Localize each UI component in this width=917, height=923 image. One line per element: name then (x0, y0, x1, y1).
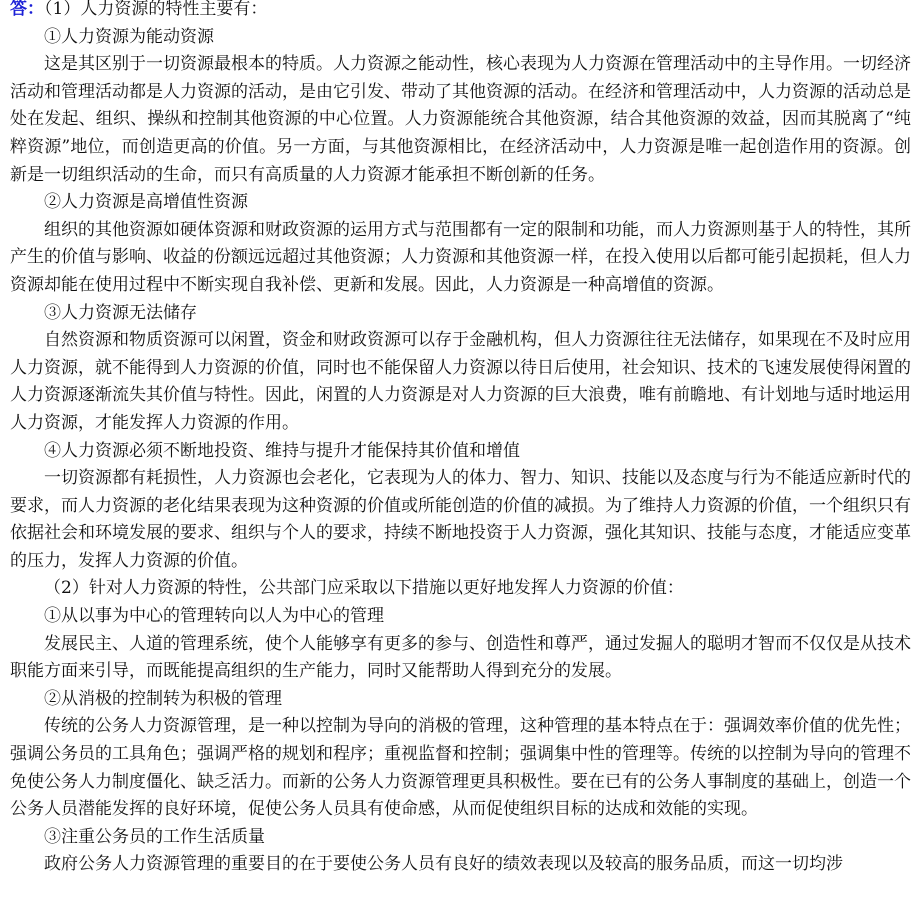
measure-3-body: 政府公务人力资源管理的重要目的在于要使公务人员有良好的绩效表现以及较高的服务品质，而这一切均涉 (44, 854, 843, 875)
measure-1-heading: ①从以事为中心的管理转向以人为中心的管理 (44, 606, 384, 627)
measure-1-body: 发展民主、人道的管理系统，使个人能够享有更多的参与、创造性和尊严，通过发掘人的聪明才智而不仅仅是从技术职能方面来引导，而既能提高组织的生产能力，同时又能帮助人得到充分的发展。 (10, 633, 911, 682)
part2-intro: （2）针对人力资源的特性，公共部门应采取以下措施以更好地发挥人力资源的价值： (44, 578, 684, 599)
section-4-heading: ④人力资源必须不断地投资、维持与提升才能保持其价值和增值 (44, 440, 520, 461)
section-3-heading: ③人力资源无法储存 (44, 302, 197, 323)
measure-2-heading: ②从消极的控制转为积极的管理 (44, 688, 282, 709)
part1-intro: （1）人力资源的特性主要有： (44, 0, 268, 19)
answer-document (10, 0, 911, 879)
section-1-body: 这是其区别于一切资源最根本的特质。人力资源之能动性，核心表现为人力资源在管理活动中的主导作用。一切经济活动和管理活动都是人力资源的活动，是由它引发、带动了其他资源的活动。在经济和管理活动中，人力资源的活动总是处在发起、组织、操纵和控制其他资源的中心位置。人力资源能统合其他资源，结合其他资源的效益，因而其脱离了“纯粹资源”地位，而创造更高的价值。另一方面，与其他资源相比，在经济活动中，人力资源是唯一起创造作用的资源。创新是一切组织活动的生命，而只有高质量的人力资源才能承担不断创新的任务。 (10, 54, 911, 185)
section-4-body: 一切资源都有耗损性，人力资源也会老化，它表现为人的体力、智力、知识、技能以及态度与行为不能适应新时代的要求，而人力资源的老化结果表现为这种资源的价值或所能创造的价值的减损。为了维持人力资源的价值，一个组织只有依据社会和环境发展的要求、组织与个人的要求，持续不断地投资于人力资源，强化其知识、技能与态度，才能适应变革的压力，发挥人力资源的价值。 (10, 468, 911, 571)
section-3-body: 自然资源和物质资源可以闲置，资金和财政资源可以存于金融机构，但人力资源往往无法储存，如果现在不及时应用人力资源，就不能得到人力资源的价值，同时也不能保留人力资源以待日后使用，社会知识、技术的飞速发展使得闲置的人力资源逐渐流失其价值与特性。因此，闲置的人力资源是对人力资源的巨大浪费，唯有前瞻地、有计划地与适时地运用人力资源，才能发挥人力资源的作用。 (10, 330, 911, 433)
section-2-body: 组织的其他资源如硬体资源和财政资源的运用方式与范围都有一定的限制和功能，而人力资源则基于人的特性，其所产生的价值与影响、收益的份额远远超过其他资源；人力资源和其他资源一样，在投入使用以后都可能引起损耗，但人力资源却能在使用过程中不断实现自我补偿、更新和发展。因此，人力资源是一种高增值的资源。 (10, 219, 911, 295)
answer-intro-line (10, 0, 911, 24)
measure-2-body: 传统的公务人力资源管理，是一种以控制为导向的消极的管理，这种管理的基本特点在于：强调效率价值的优先性；强调公务员的工具角色；强调严格的规划和程序；重视监督和控制；强调集中性的管理等。传统的以控制为导向的管理不免使公务人力制度僵化、缺乏活力。而新的公务人力资源管理更具积极性。要在已有的公务人事制度的基础上，创造一个公务人员潜能发挥的良好环境，促使公务人员具有使命感，从而促使组织目标的达成和效能的实现。 (10, 716, 911, 820)
answer-label: 答： (10, 0, 44, 19)
measure-3-heading: ③注重公务员的工作生活质量 (44, 826, 265, 847)
section-1-heading: ①人力资源为能动资源 (44, 26, 214, 47)
section-2-heading: ②人力资源是高增值性资源 (44, 192, 248, 213)
